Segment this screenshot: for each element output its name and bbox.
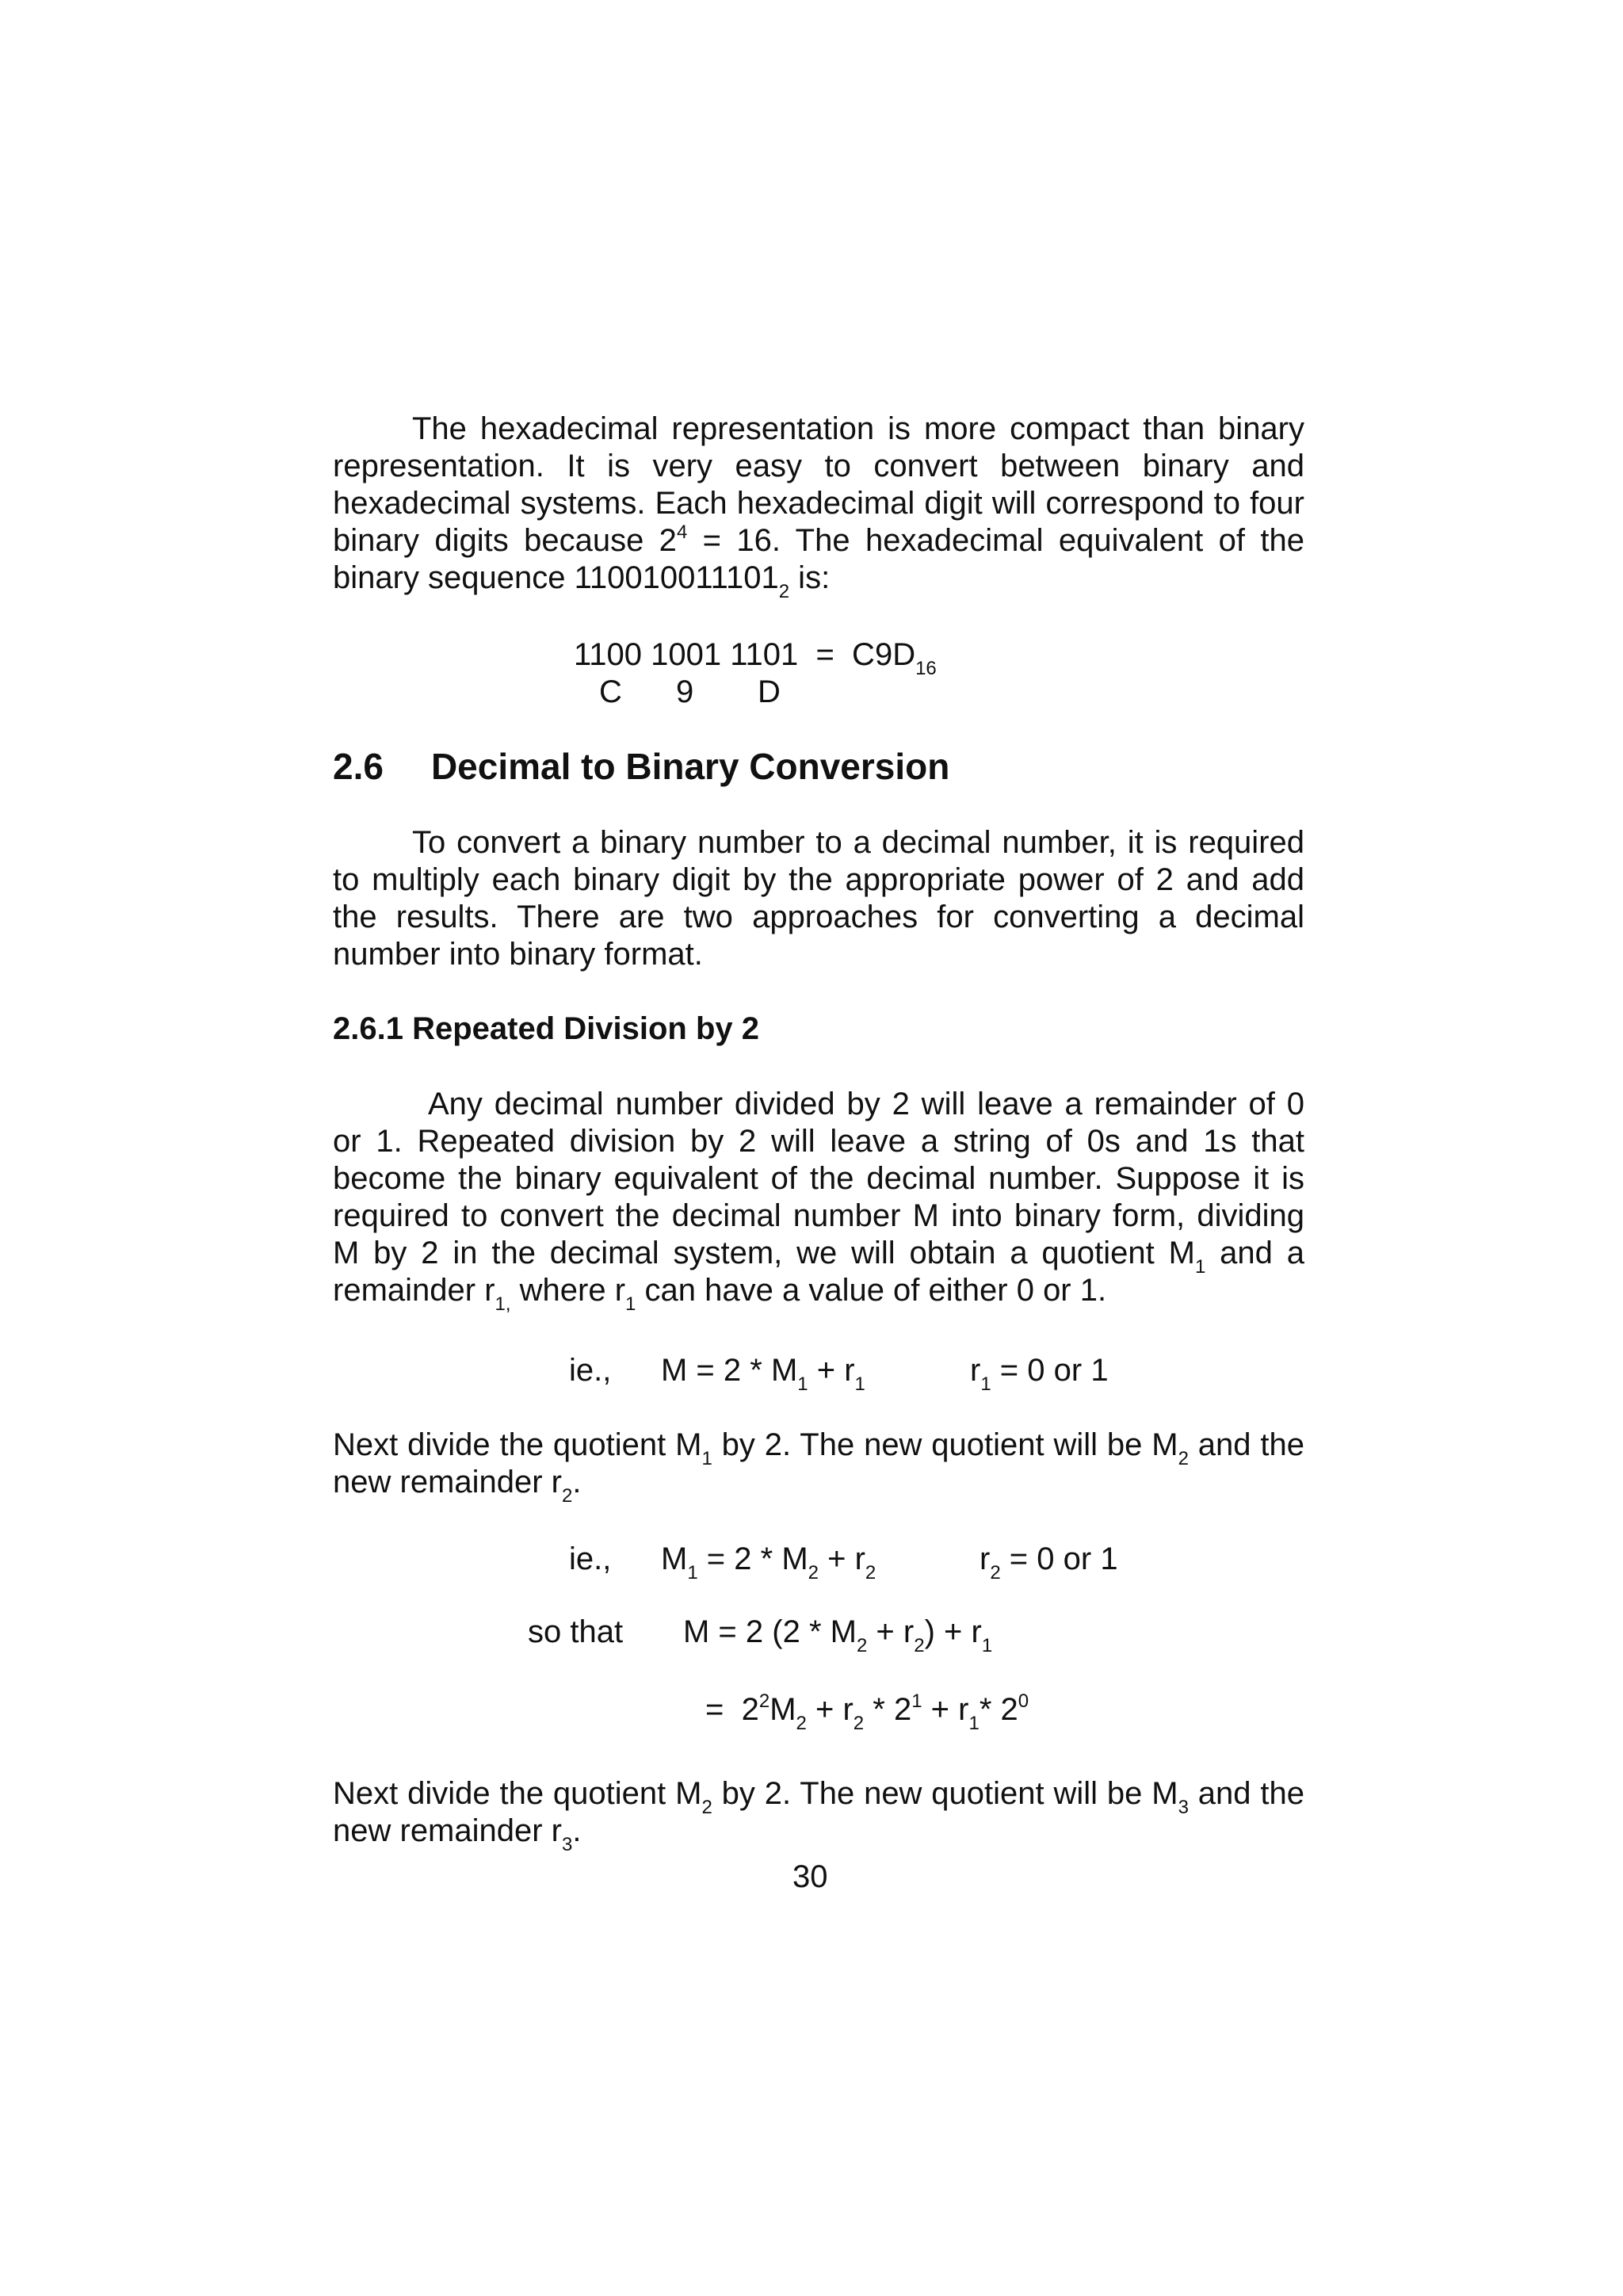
eq3-expression bbox=[683, 1614, 993, 1656]
section-heading bbox=[333, 745, 949, 788]
eq4-sup-1: 2 bbox=[758, 1690, 770, 1712]
eq2-a: M bbox=[661, 1541, 688, 1576]
eq2-cond-rest: = 0 or 1 bbox=[1000, 1541, 1118, 1576]
eq3-a: M = 2 (2 * M bbox=[683, 1614, 857, 1649]
eq1-sub-2: 1 bbox=[854, 1373, 865, 1395]
eq3-b: + r bbox=[867, 1614, 915, 1649]
eq2-cond-r: r bbox=[980, 1541, 991, 1576]
hex-digit-d: D bbox=[758, 674, 781, 709]
hex-base: 16 bbox=[915, 658, 937, 679]
sub-text-1: Any decimal number divided by 2 will leave a remainder of 0 or 1. Repeated division by 2 will leave a string of 0s and 1s that become the binary equivalent of the decimal number. Suppose it is required to convert the decimal number M into binary form, dividing M by 2 in the decimal system, we will obtain a quotient M bbox=[333, 1087, 1304, 1270]
p3-sub-1: 2 bbox=[701, 1797, 712, 1818]
eq4-e: + r bbox=[922, 1692, 969, 1727]
eq4-expression bbox=[705, 1690, 1029, 1734]
eq4-sub-1: 2 bbox=[796, 1713, 807, 1734]
sub-subscript-3: 1 bbox=[625, 1293, 636, 1315]
eq3-sub-2: 2 bbox=[914, 1635, 925, 1656]
intro-text-1: The hexadecimal representation is more compact than binary representation. It is very easy to convert between binary and hexadecimal systems. Each hexadecimal digit will correspond to four binary digits because 2 bbox=[333, 411, 1304, 558]
section-paragraph: To convert a binary number to a decimal number, it is required to multiply each binary digit by the appropriate power of 2 and add the results. There are two approaches for converting a decimal number into binary format. bbox=[333, 825, 1304, 972]
hex-digit-9: 9 bbox=[676, 674, 694, 709]
eq4-f: * 2 bbox=[979, 1692, 1018, 1727]
intro-paragraph bbox=[333, 411, 1305, 602]
p2-text-a: Next divide the quotient M bbox=[333, 1427, 702, 1462]
eq2-label: ie., bbox=[569, 1541, 612, 1576]
eq1-expression bbox=[661, 1352, 865, 1395]
eq4-sub-3: 1 bbox=[968, 1713, 980, 1734]
eq2-sub-2: 2 bbox=[808, 1562, 819, 1584]
paragraph-next-divide-1 bbox=[333, 1427, 1305, 1507]
p2-text-c: and the new remainder r bbox=[333, 1427, 1305, 1499]
intro-text-3: is: bbox=[789, 560, 831, 595]
eq1-sub-1: 1 bbox=[797, 1373, 808, 1395]
eq4-sup-2: 1 bbox=[911, 1690, 922, 1712]
subsection-paragraph bbox=[333, 1086, 1304, 1315]
p3-text-b: by 2. The new quotient will be M bbox=[712, 1776, 1178, 1811]
eq1-condition bbox=[970, 1352, 1109, 1395]
eq3-c: ) + r bbox=[924, 1614, 982, 1649]
eq4-sub-2: 2 bbox=[853, 1713, 865, 1734]
eq2-c: + r bbox=[819, 1541, 865, 1576]
hex-groups: 1100 1001 1101 = C9D bbox=[574, 637, 916, 672]
eq4-b: M bbox=[769, 1692, 796, 1727]
hex-example-equation bbox=[574, 636, 937, 679]
eq2-sub-1: 1 bbox=[687, 1562, 698, 1584]
p2-text-b: by 2. The new quotient will be M bbox=[712, 1427, 1178, 1462]
eq2-condition bbox=[980, 1541, 1118, 1584]
eq1-cond-sub: 1 bbox=[980, 1373, 991, 1395]
sub-subscript-2: 1, bbox=[495, 1293, 511, 1315]
sub-text-4: can have a value of either 0 or 1. bbox=[636, 1273, 1107, 1308]
eq1-mid: + r bbox=[808, 1353, 855, 1388]
eq1-cond-r: r bbox=[970, 1353, 981, 1388]
eq1-lhs: M = 2 * M bbox=[661, 1353, 798, 1388]
p3-text-d: . bbox=[572, 1813, 582, 1848]
sub-text-2: and a remainder r bbox=[333, 1236, 1304, 1308]
eq2-sub-3: 2 bbox=[865, 1562, 876, 1584]
eq2-b: = 2 * M bbox=[697, 1541, 808, 1576]
p2-sub-1: 1 bbox=[701, 1448, 712, 1469]
eq4-c: + r bbox=[806, 1692, 854, 1727]
eq3-sub-1: 2 bbox=[856, 1635, 868, 1656]
eq3-sub-3: 1 bbox=[981, 1635, 993, 1656]
p3-text-c: and the new remainder r bbox=[333, 1776, 1305, 1848]
p3-text-a: Next divide the quotient M bbox=[333, 1776, 702, 1811]
intro-text-2: = 16. The hexadecimal equivalent of the binary sequence 110010011101 bbox=[333, 523, 1305, 595]
p2-sub-2: 2 bbox=[1178, 1448, 1189, 1469]
eq2-cond-sub: 2 bbox=[990, 1562, 1001, 1584]
eq2-expression bbox=[661, 1541, 876, 1584]
eq1-label: ie., bbox=[569, 1353, 612, 1388]
intro-subscript: 2 bbox=[778, 581, 790, 602]
subsection-heading: 2.6.1 Repeated Division by 2 bbox=[333, 1011, 759, 1046]
sub-text-3: where r bbox=[510, 1273, 626, 1308]
intro-exponent: 4 bbox=[676, 521, 688, 543]
eq4-a: = 2 bbox=[705, 1692, 759, 1727]
sub-subscript-1: 1 bbox=[1194, 1256, 1206, 1278]
eq4-d: * 2 bbox=[864, 1692, 912, 1727]
hex-digit-c: C bbox=[599, 674, 622, 709]
section-number: 2.6 bbox=[333, 746, 384, 787]
p2-sub-3: 2 bbox=[562, 1485, 573, 1507]
p2-text-d: . bbox=[572, 1465, 582, 1499]
p3-sub-3: 3 bbox=[562, 1834, 573, 1855]
section-title: Decimal to Binary Conversion bbox=[430, 746, 950, 787]
eq1-cond-rest: = 0 or 1 bbox=[991, 1353, 1109, 1388]
eq4-sup-3: 0 bbox=[1018, 1690, 1029, 1712]
p3-sub-2: 3 bbox=[1178, 1797, 1189, 1818]
page-number: 30 bbox=[792, 1859, 828, 1894]
eq3-label: so that bbox=[528, 1614, 624, 1649]
paragraph-next-divide-2 bbox=[333, 1775, 1305, 1855]
